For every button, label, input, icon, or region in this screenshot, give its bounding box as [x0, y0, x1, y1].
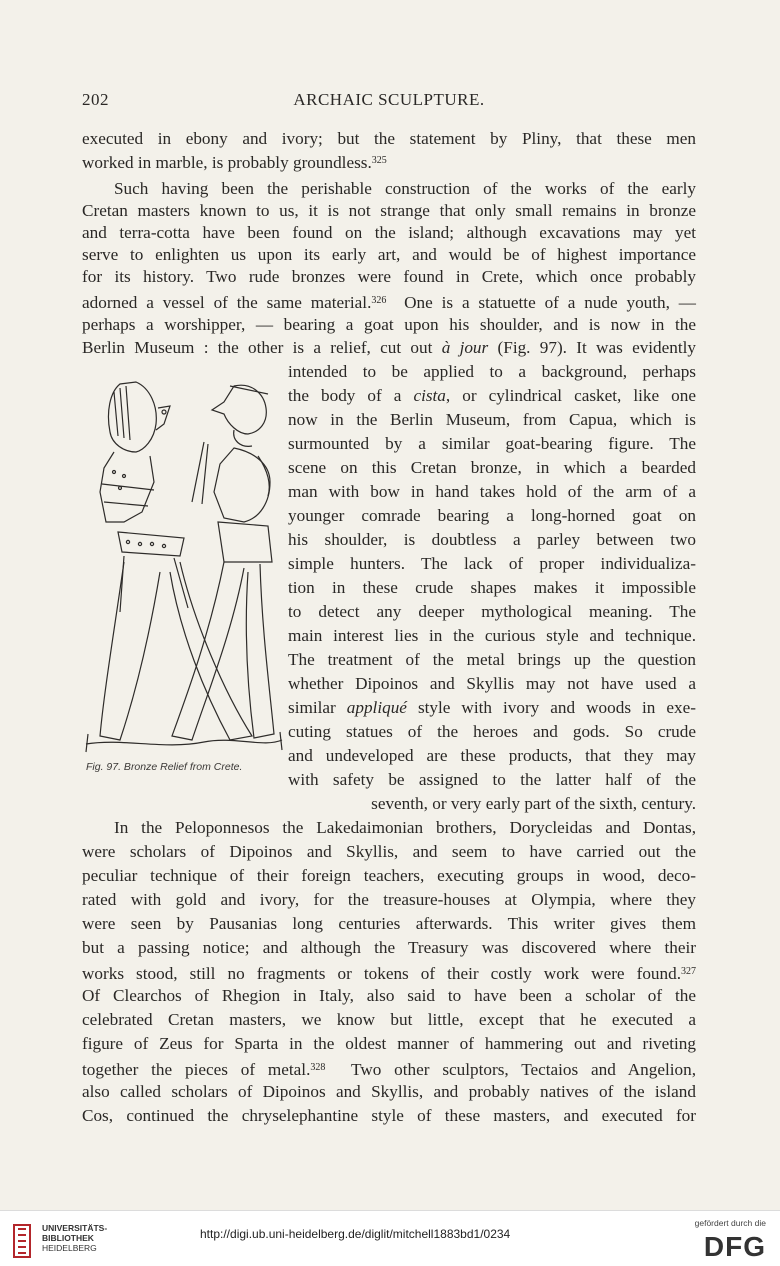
- text-line: and terra-cotta have been found on the island; although excavations may yet: [82, 223, 696, 242]
- text-line: man with bow in hand takes hold of the arm of a: [288, 482, 696, 501]
- text-line: Cretan masters known to us, it is not strange that only small remains in bronze: [82, 201, 696, 220]
- text-line: now in the Berlin Museum, from Capua, which is: [288, 410, 696, 429]
- text-line: were scholars of Dipoinos and Skyllis, and seem to have carried out the: [82, 842, 696, 861]
- text-line: cuting statues of the heroes and gods. So crude: [288, 722, 696, 741]
- university-library-logo-icon: [10, 1221, 34, 1261]
- footnote-ref: 328: [310, 1062, 326, 1073]
- text-line: with safety be assigned to the latter half of the: [288, 770, 696, 789]
- text-line: surmounted by a similar goat-bearing figure. The: [288, 434, 696, 453]
- text-line: seventh, or very early part of the sixth, century.: [371, 794, 696, 813]
- text-line: the body of a cista, or cylindrical casket, like one: [288, 386, 696, 405]
- text-line: but a passing notice; and although the Treasury was discovered where their: [82, 938, 696, 957]
- dfg-logo: DFG: [703, 1231, 766, 1262]
- text-line: tion in these crude shapes makes it impossible: [288, 578, 696, 597]
- bronze-relief-illustration: [84, 372, 284, 757]
- text-line: scene on this Cretan bronze, in which a bearded: [288, 458, 696, 477]
- running-title: ARCHAIC SCULPTURE.: [293, 90, 485, 109]
- text-line: adorned a vessel of the same material.$^{326}$ One is a statuette of a nude youth, —: [82, 293, 696, 312]
- text-line: worked in marble, is probably groundless.$^{325}$: [82, 153, 387, 172]
- text-line: Of Clearchos of Rhegion in Italy, also said to have been a scholar of the: [82, 986, 696, 1005]
- library-name: UNIVERSITÄTS- BIBLIOTHEK HEIDELBERG: [42, 1223, 108, 1253]
- viewer-footer: [0, 1210, 780, 1266]
- text-line: Cos, continued the chryselephantine style of these masters, and executed for: [82, 1106, 696, 1125]
- text-line: serve to enlighten us upon its early art, and would be of highest importance: [82, 245, 696, 264]
- footnote-ref: 326: [371, 295, 387, 306]
- bronze-relief-figure: [84, 372, 284, 757]
- text-line: were seen by Pausanias long centuries afterwards. This writer gives them: [82, 914, 696, 933]
- text-line: perhaps a worshipper, — bearing a goat upon his shoulder, and is now in the: [82, 315, 696, 334]
- text-line: rated with gold and ivory, for the treasure-houses at Olympia, where they: [82, 890, 696, 909]
- text-line: Berlin Museum : the other is a relief, cut out à jour (Fig. 97). It was evidently: [82, 338, 697, 357]
- permalink-url[interactable]: http://digi.ub.uni-heidelberg.de/diglit/mitchell1883bd1/0234: [200, 1227, 511, 1241]
- text-line: figure of Zeus for Sparta in the oldest manner of hammering out and riveting: [82, 1034, 696, 1053]
- text-line: In the Peloponnesos the Lakedaimonian brothers, Dorycleidas and Dontas,: [114, 818, 696, 837]
- text-line: peculiar technique of their foreign teachers, executing groups in wood, deco-: [82, 866, 696, 885]
- text-line: similar appliqué style with ivory and woods in exe-: [288, 698, 696, 717]
- text-line: younger comrade bearing a long-horned goat on: [288, 506, 696, 525]
- funded-by-label: gefördert durch die: [694, 1218, 766, 1228]
- footnote-ref: 327: [681, 966, 696, 977]
- text-line: main interest lies in the curious style and technique.: [288, 626, 696, 645]
- text-line: works stood, still no fragments or tokens of their costly work were found.$^{327}$: [82, 964, 696, 983]
- text-line: intended to be applied to a background, perhaps: [288, 362, 696, 381]
- text-line: and undeveloped are these products, that they may: [288, 746, 696, 765]
- text-line: together the pieces of metal.$^{328}$ Two other sculptors, Tectaios and Angelion,: [82, 1060, 697, 1079]
- text-line: whether Dipoinos and Skyllis may not have used a: [288, 674, 696, 693]
- text-line: to detect any deeper mythological meaning. The: [288, 602, 696, 621]
- text-line: celebrated Cretan masters, we know but little, except that he executed a: [82, 1010, 696, 1029]
- text-line: executed in ebony and ivory; but the statement by Pliny, that these men: [82, 129, 696, 148]
- text-line: The treatment of the metal brings up the question: [288, 650, 696, 669]
- footnote-ref: 325: [371, 155, 387, 166]
- text-line: Such having been the perishable construction of the works of the early: [114, 179, 696, 198]
- page-number: 202: [82, 90, 109, 109]
- text-line: his shoulder, is doubtless a parley between two: [288, 530, 696, 549]
- figure-caption: Fig. 97. Bronze Relief from Crete.: [86, 761, 243, 773]
- text-line: simple hunters. The lack of proper individualiza-: [288, 554, 696, 573]
- running-head: [82, 90, 696, 114]
- text-line: also called scholars of Dipoinos and Skyllis, and probably natives of the island: [82, 1082, 696, 1101]
- text-line: for its history. Two rude bronzes were found in Crete, which once probably: [82, 267, 696, 286]
